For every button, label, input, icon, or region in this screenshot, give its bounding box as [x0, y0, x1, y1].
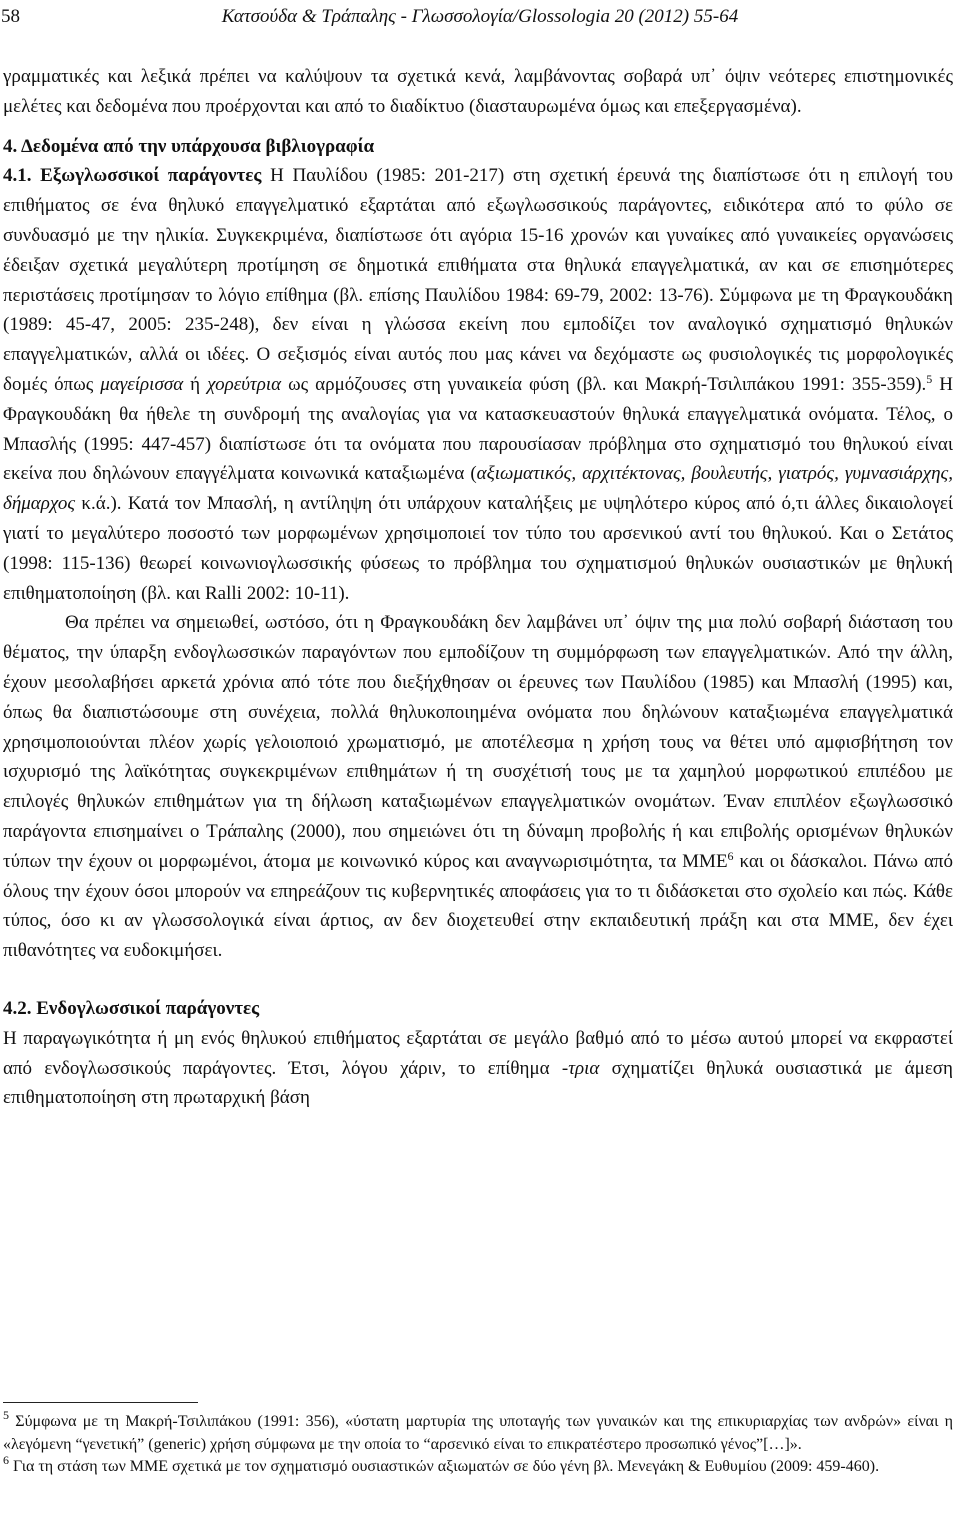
- running-head: Κατσούδα & Τράπαλης - Γλωσσολογία/Glossologia 20 (2012) 55-64: [221, 6, 739, 27]
- footnote-number: 6: [3, 1453, 9, 1467]
- section-4-1-paragraph-2: [3, 608, 953, 966]
- text-run: Η παραγωγικότητα ή μη ενός θηλυκού επιθήματος εξαρτάται σε μεγάλο βαθμό από το μέσω αυτού μπορεί να εκφραστεί από ενδογλωσσικούς παράγοντες. Έτσι, λόγου χάριν, το επίθημα: [3, 1027, 953, 1079]
- footnote-text: Για τη στάση των ΜΜΕ σχετικά με τον σχηματισμό ουσιαστικών αξιωματών σε δύο γένη βλ. Μενεγάκη & Ευθυμίου (2009: 459-460).: [9, 1458, 880, 1475]
- text-run: Η Φραγκουδάκη θα ήθελε τη συνδρομή της αναλογίας για να κατασκευαστούν θηλυκά επαγγελματικά ονόματα. Τέλος, ο Μπασλής (1995: 447-457) διαπίστωσε ότι τα ονόματα που παρουσίασαν πρόβλημα στο σχηματισμό του θηλυκού είναι εκείνα που δηλώνουν επαγγέλματα κοινωνικά καταξιωμένα (: [3, 373, 954, 485]
- section-4-1-paragraph: [3, 161, 953, 608]
- footnote-5: [3, 1408, 953, 1456]
- text-run: Η Παυλίδου (1985: 201-217) στη σχετική έρευνά της διαπίστωσε ότι η επιλογή του επιθήματος σε ένα θηλυκό επαγγελματικό εξαρτάται από εξωγλωσσικούς παράγοντες, ειδικότερα από το φύλο σε συνδυασμό με την ηλικία. Συγκεκριμένα, διαπίστωσε ότι αγόρια 15-16 χρονών και γυναίκες από γυναικείες οργανώσεις έδειξαν σχετικά μεγαλύτερη προτίμηση σε δημοτικά επιθήματα στα θηλυκά επαγγελματικά, αν και σε επισημότερες περιστάσεις προτίμησαν το λόγιο επίθημα (βλ. επίσης Παυλίδου 1984: 69-79, 2002: 13-76). Σύμφωνα με τη Φραγκουδάκη (1989: 45-47, 2005: 235-248), δεν είναι η γλώσσα εκείνη που εμποδίζει τον αναλογικό σχηματισμό θηλυκών επαγγελματικών, αλλά οι ιδέες. Ο σεξισμός είναι αυτός που μας κάνει να δεχόμαστε ως φυσιολογικές τις μορφολογικές δομές όπως: [3, 165, 953, 395]
- page-number: 58: [1, 6, 20, 27]
- example-term: μαγείρισσα: [100, 373, 184, 395]
- text-run: κ.ά.). Κατά τον Μπασλή, η αντίληψη ότι υπάρχουν καταλήξεις με υψηλότερο κύρος από ό,τι άλλες δικαιολογεί γιατί το μεγαλύτερο ποσοστό των μορφωμένων χρησιμοποιεί τον τύπο του αρσενικού αντί του θηλυκού. Και ο Σετάτος (1998: 115-136) θεωρεί κοινωνιογλωσσικής φύσεως το πρόβλημα του σχηματισμού θηλυκών ουσιαστικών με θηλυκή επιθηματοποίηση (βλ. και Ralli 2002: 10-11).: [3, 493, 953, 604]
- footnote-ref-6[interactable]: 6: [727, 848, 734, 863]
- section-4-2-heading: 4.2. Ενδογλωσσικοί παράγοντες: [3, 997, 260, 1019]
- text-run: ή: [183, 373, 208, 395]
- page-header: [0, 6, 960, 32]
- footnote-text: Σύμφωνα με τη Μακρή-Τσιλιπάκου (1991: 356), «ύστατη μαρτυρία της υποταγής των γυναικών και της επικυριαρχίας των ανδρών» είναι η «λεγόμενη “γενετική” (generic) χρήση σύμφωνα με την οποία το “αρσενικό είναι το επικρατέστερο προσωπικό γένος”[…]».: [3, 1413, 953, 1453]
- suffix-term: -τρια: [561, 1057, 600, 1079]
- section-4-1-heading: 4.1. Εξωγλωσσικοί παράγοντες: [3, 165, 262, 187]
- footnote-ref-5[interactable]: 5: [926, 371, 933, 386]
- section-4-2-paragraph: [3, 1024, 953, 1113]
- intro-paragraph: γραμματικές και λεξικά πρέπει να καλύψουν τα σχετικά κενά, λαμβάνοντας σοβαρά υπ᾽ όψιν νεότερες επιστημονικές μελέτες και δεδομένα που προέρχονται και από το διαδίκτυο (διασταυρωμένα όμως και επεξεργασμένα).: [3, 66, 953, 117]
- body-text: [3, 62, 953, 1113]
- text-run: και οι δάσκαλοι. Πάνω από όλους την έχουν όσοι μπορούν να επηρεάζουν τις κυβερνητικές αποφάσεις για το τι διδάσκεται στο σχολείο και πώς. Κάθε τύπος, όσο κι αν γλωσσολογικά είναι άρτιος, αν δεν διοχετευθεί στην εκπαιδευτική πράξη και στα ΜΜΕ, δεν έχει πιθανότητες να ευδοκιμήσει.: [3, 850, 953, 962]
- text-run: σχηματίζει θηλυκά ουσιαστικά με άμεση επιθηματοποίηση στη πρωταρχική βάση: [3, 1057, 953, 1109]
- example-terms: αξιωματικός, αρχιτέκτονας, βουλευτής, γιατρός, γυμνασιάρχης, δήμαρχος: [3, 463, 953, 515]
- footnote-number: 5: [3, 1408, 9, 1422]
- footnotes: [3, 1402, 953, 1479]
- example-term: χορεύτρια: [207, 373, 282, 395]
- text-run: ως αρμόζουσες στη γυναικεία φύση (βλ. και Μακρή-Τσιλιπάκου 1991: 355-359).: [281, 373, 927, 395]
- text-run: Θα πρέπει να σημειωθεί, ωστόσο, ότι η Φραγκουδάκη δεν λαμβάνει υπ᾽ όψιν της μια πολύ σοβαρή διάσταση του θέματος, την ύπαρξη ενδογλωσσικών παραγόντων που εμποδίζουν τη συμμόρφωση των επαγγελματικών. Από την άλλη, έχουν μεσολαβήσει αρκετά χρόνια από τότε που διεξήχθησαν οι έρευνες των Παυλίδου (1985) και Μπασλή (1995) και, όπως θα διαπιστώσουμε στη συνέχεια, πολλά θηλυκοποιημένα ονόματα που δηλώνουν καταξιωμένα επαγγελματικά χρησιμοποιούνται πλέον χωρίς γελοιοποιό χρωματισμό, με αποτέλεσμα η χρήση τους να θέτει υπό αμφισβήτηση τον ισχυρισμό της λαϊκότητας συγκεκριμένων επιθημάτων ή τη συσχέτισή τους με τα χαμηλού μορφωτικού επιπέδου με επιλογές θηλυκών επιθημάτων για τη δήλωση καταξιωμένων επαγγελματικών ονομάτων. Έναν επιπλέον εξωγλωσσικό παράγοντα επισημαίνει ο Τράπαλης (2000), που σημειώνει ότι τη δύναμη προβολής ή και επιβολής ορισμένων θηλυκών τύπων την έχουν οι μορφωμένοι, άτομα με κοινωνικό κύρος και αναγνωρισιμότητα, τα ΜΜΕ: [3, 612, 953, 872]
- footnote-rule: [3, 1402, 198, 1403]
- section-4-title: 4. Δεδομένα από την υπάρχουσα βιβλιογραφία: [3, 135, 375, 157]
- footnote-6: [3, 1453, 953, 1479]
